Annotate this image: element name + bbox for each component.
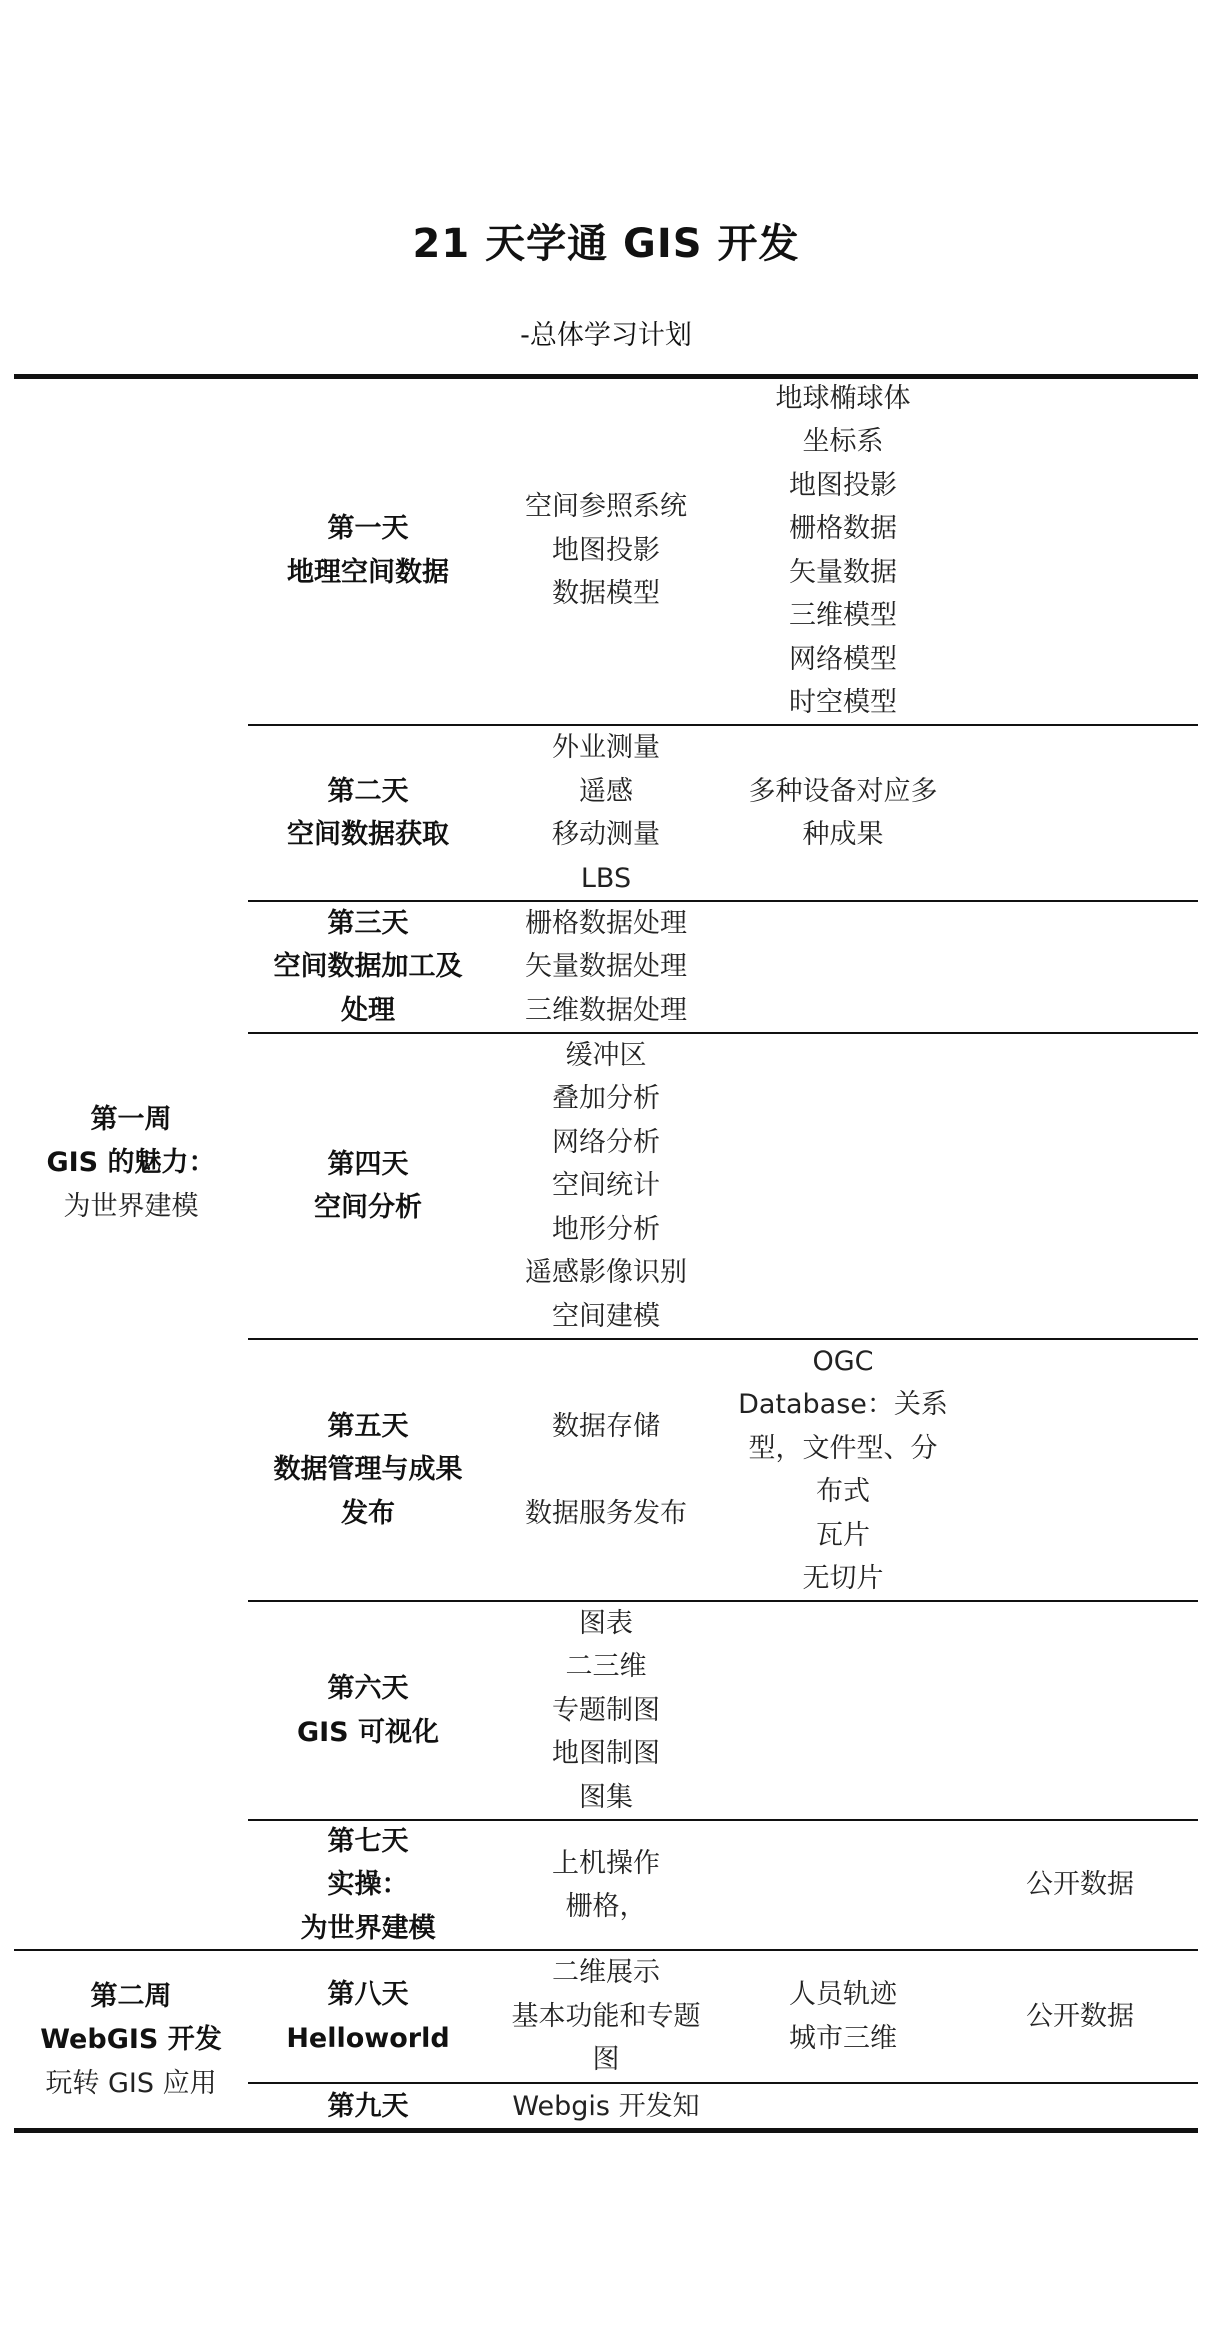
day-cell [248, 1950, 488, 2083]
notes-cell [962, 1339, 1198, 1601]
details-cell-line: 人员轨迹 [789, 1979, 897, 2010]
details-cell [724, 725, 962, 901]
topics-cell [488, 1820, 724, 1950]
details-cell-line: 布式 [816, 1476, 870, 1507]
topics-cell-line: 地形分析 [552, 1213, 660, 1245]
day-cell-line: 地理空间数据 [287, 556, 449, 588]
topics-cell [488, 1033, 724, 1339]
notes-cell [962, 725, 1198, 901]
notes-cell [962, 1033, 1198, 1339]
day-cell-line: 空间分析 [314, 1192, 422, 1223]
topics-cell [488, 725, 724, 901]
topics-cell-line: LBS [580, 862, 632, 894]
topics-cell-line: 空间建模 [552, 1300, 660, 1332]
details-cell-line: 栅格数据 [789, 513, 897, 544]
week-label-line: 第一周 [90, 1103, 172, 1135]
topics-cell-line: 图 [592, 2044, 620, 2076]
day-cell-line: 第二天 [327, 775, 409, 807]
day-cell-line: Helloworld [286, 2022, 450, 2054]
details-cell [724, 1820, 962, 1950]
topics-cell-line: 空间参照系统 [525, 491, 687, 523]
day-cell-line: 第八天 [327, 1979, 409, 2010]
details-cell [724, 376, 962, 725]
day-cell-line: GIS 可视化 [296, 1716, 440, 1748]
day-cell-line: 第七天 [327, 1825, 409, 1857]
topics-cell-line: 移动测量 [552, 819, 660, 850]
details-cell [724, 2083, 962, 2130]
topics-cell [488, 2083, 724, 2130]
day-cell-line: 处理 [341, 994, 395, 1026]
topics-cell-line: 数据存储 [552, 1410, 660, 1442]
day-cell-line: 第九天 [327, 2090, 409, 2122]
topics-cell [488, 376, 724, 725]
topics-cell-line: 叠加分析 [552, 1083, 660, 1115]
topics-cell-line [602, 1448, 611, 1492]
topics-cell-line: 上机操作 [552, 1847, 660, 1879]
details-cell [724, 901, 962, 1033]
details-cell-line: 时空模型 [789, 687, 897, 718]
topics-cell-line: 图表 [579, 1607, 633, 1639]
details-cell-line: 型，文件型、分 [748, 1432, 938, 1464]
day-cell [248, 2083, 488, 2130]
week-label-line: 第二周 [90, 1980, 172, 2012]
topics-cell-line: 栅格， [565, 1891, 647, 1922]
topics-cell-line: 专题制图 [552, 1694, 660, 1726]
topics-cell-line: 基本功能和专题 [511, 2000, 701, 2032]
day-cell [248, 1339, 488, 1601]
details-cell [724, 1339, 962, 1601]
topics-cell [488, 1601, 724, 1820]
notes-cell [962, 376, 1198, 725]
topics-cell-line: 遥感 [579, 775, 633, 807]
day-cell [248, 1601, 488, 1820]
week-label-line: 为世界建模 [63, 1190, 199, 1222]
topics-cell-line: 数据模型 [552, 578, 660, 610]
notes-cell [962, 1950, 1198, 2083]
notes-cell [962, 901, 1198, 1033]
day-cell-line: 第一天 [327, 513, 409, 544]
topics-cell [488, 901, 724, 1033]
day-cell [248, 725, 488, 901]
topics-cell-line: 外业测量 [552, 732, 660, 763]
details-cell-line: 矢量数据 [789, 556, 897, 588]
details-cell-line: Database：关系 [738, 1389, 948, 1420]
notes-cell [962, 1601, 1198, 1820]
notes-cell [962, 2083, 1198, 2130]
week-label [14, 376, 248, 1950]
day-cell-line: 发布 [341, 1497, 395, 1529]
details-cell-line: 种成果 [802, 819, 884, 850]
topics-cell-line: 栅格数据处理 [525, 907, 687, 939]
topics-cell-line: 三维数据处理 [525, 994, 687, 1026]
details-cell-line: 城市三维 [789, 2022, 897, 2054]
details-cell-line: 多种设备对应多 [748, 775, 938, 807]
day-cell-line: 空间数据获取 [287, 819, 449, 850]
week-label-line: 玩转 GIS 应用 [45, 2067, 217, 2099]
day-cell-line: 为世界建模 [300, 1912, 436, 1944]
day-cell-line: 空间数据加工及 [273, 951, 463, 983]
topics-cell-line: 二三维 [565, 1651, 647, 1683]
day-cell-line: 实操： [327, 1869, 409, 1901]
document-title: 21 天学通 GIS 开发 [412, 221, 800, 267]
week-label-line: WebGIS 开发 [40, 2024, 222, 2056]
details-cell-line: 三维模型 [789, 600, 897, 631]
topics-cell-line: 缓冲区 [565, 1039, 647, 1071]
details-cell-line: OGC [812, 1345, 874, 1377]
notes-cell-line: 公开数据 [1026, 1869, 1134, 1901]
details-cell-line: 瓦片 [816, 1519, 870, 1551]
topics-cell-line: 图集 [579, 1781, 633, 1813]
topics-cell-line: 遥感影像识别 [525, 1257, 687, 1289]
topics-cell-line: 空间统计 [552, 1170, 660, 1202]
details-cell-line: 网络模型 [789, 643, 897, 675]
day-cell-line: 数据管理与成果 [273, 1454, 463, 1486]
topics-cell-line: Webgis 开发知 [512, 2090, 700, 2122]
day-cell-line: 第三天 [327, 907, 409, 939]
notes-cell-line: 公开数据 [1026, 2000, 1134, 2032]
topics-cell [488, 1950, 724, 2083]
day-cell-line: 第六天 [327, 1673, 409, 1704]
topics-cell-line: 二维展示 [552, 1957, 660, 1989]
details-cell [724, 1601, 962, 1820]
day-cell-line: 第四天 [327, 1148, 409, 1180]
details-cell-line: 地球椭球体 [775, 382, 911, 414]
day-cell [248, 1033, 488, 1339]
day-cell [248, 376, 488, 725]
topics-cell-line: 地图投影 [552, 534, 660, 566]
details-cell [724, 1033, 962, 1339]
details-cell-line: 坐标系 [802, 426, 884, 457]
day-cell [248, 901, 488, 1033]
details-cell-line: 无切片 [802, 1563, 884, 1594]
details-cell-line: 地图投影 [789, 469, 897, 501]
notes-cell [962, 1820, 1198, 1950]
topics-cell-line: 网络分析 [552, 1126, 660, 1158]
week-label [14, 1950, 248, 2130]
topics-cell-line: 地图制图 [552, 1738, 660, 1770]
topics-cell-line: 数据服务发布 [525, 1497, 687, 1529]
topics-cell [488, 1339, 724, 1601]
details-cell [724, 1950, 962, 2083]
day-cell [248, 1820, 488, 1950]
week-label-line: GIS 的魅力： [46, 1147, 216, 1179]
topics-cell-line: 矢量数据处理 [525, 951, 687, 983]
document-subtitle: -总体学习计划 [520, 320, 692, 351]
day-cell-line: 第五天 [327, 1410, 409, 1442]
